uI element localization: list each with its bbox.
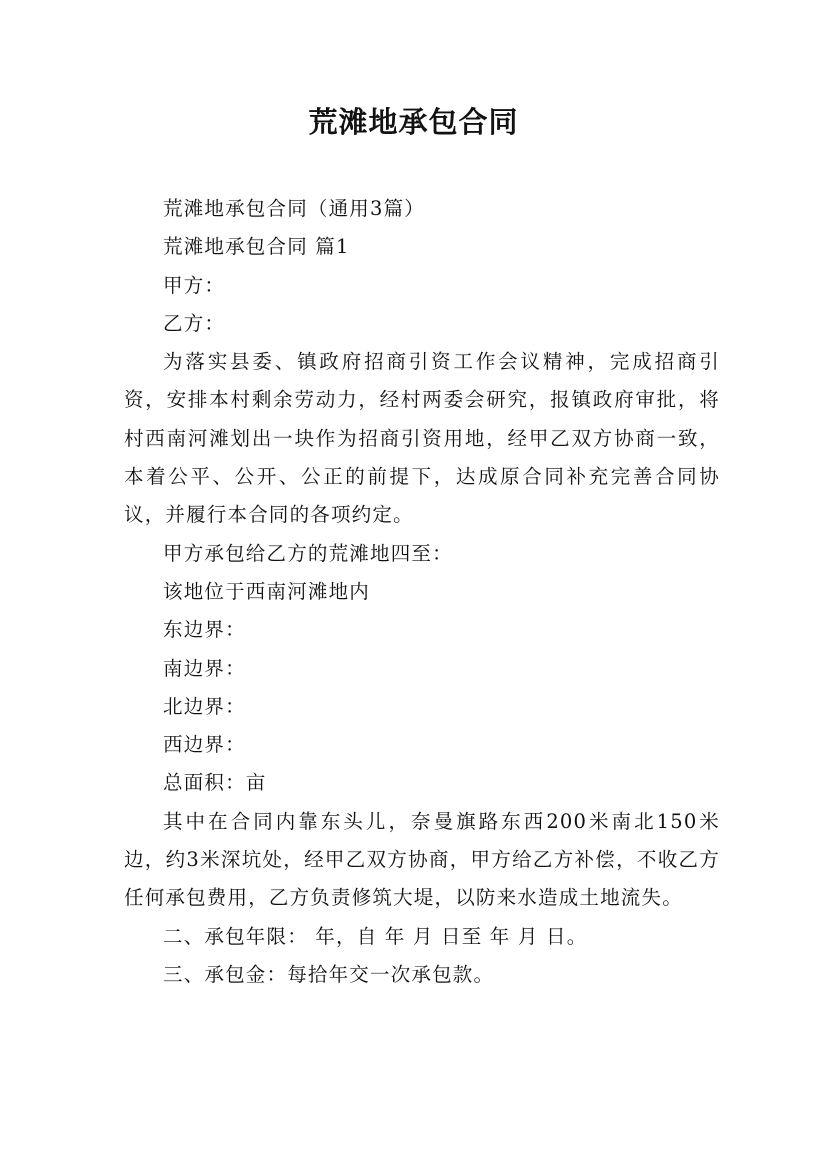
paragraph-payment: 三、承包金：每拾年交一次承包款。 bbox=[163, 962, 495, 986]
paragraph-preamble: 为落实县委、镇政府招商引资工作会议精神，完成招商引资，安排本村剩余劳动力，经村两委会研究，报镇政府审批，将村西南河滩划出一块作为招商引资用地，经甲乙双方协商一致，本着公平、公开、公正的前提下，达成原合同补充完善合同协议，并履行本合同的各项约定。 bbox=[124, 350, 720, 527]
paragraph-section-heading: 荒滩地承包合同 篇1 bbox=[163, 235, 350, 259]
paragraph-west-boundary: 西边界： bbox=[163, 733, 246, 757]
paragraph-party-a: 甲方： bbox=[163, 273, 226, 297]
document-title: 荒滩地承包合同 bbox=[308, 105, 519, 139]
paragraph-boundaries-intro: 甲方承包给乙方的荒滩地四至： bbox=[163, 541, 453, 565]
paragraph-subtitle: 荒滩地承包合同（通用3篇） bbox=[163, 197, 426, 220]
paragraph-south-boundary: 南边界： bbox=[163, 656, 246, 680]
paragraph-party-b: 乙方： bbox=[163, 311, 226, 335]
paragraph-total-area: 总面积：亩 bbox=[163, 771, 267, 795]
paragraph-term: 二、承包年限： 年，自 年 月 日至 年 月 日。 bbox=[163, 924, 588, 948]
paragraph-compensation: 其中在合同内靠东头儿，奈曼旗路东西200米南北150米边，约3米深坑处，经甲乙双方协商，甲方给乙方补偿，不收乙方任何承包费用，乙方负责修筑大堤，以防来水造成土地流失。 bbox=[124, 809, 720, 910]
paragraph-east-boundary: 东边界： bbox=[163, 618, 246, 642]
paragraph-location: 该地位于西南河滩地内 bbox=[163, 579, 371, 603]
paragraph-north-boundary: 北边界： bbox=[163, 694, 246, 718]
document-body bbox=[124, 190, 720, 994]
